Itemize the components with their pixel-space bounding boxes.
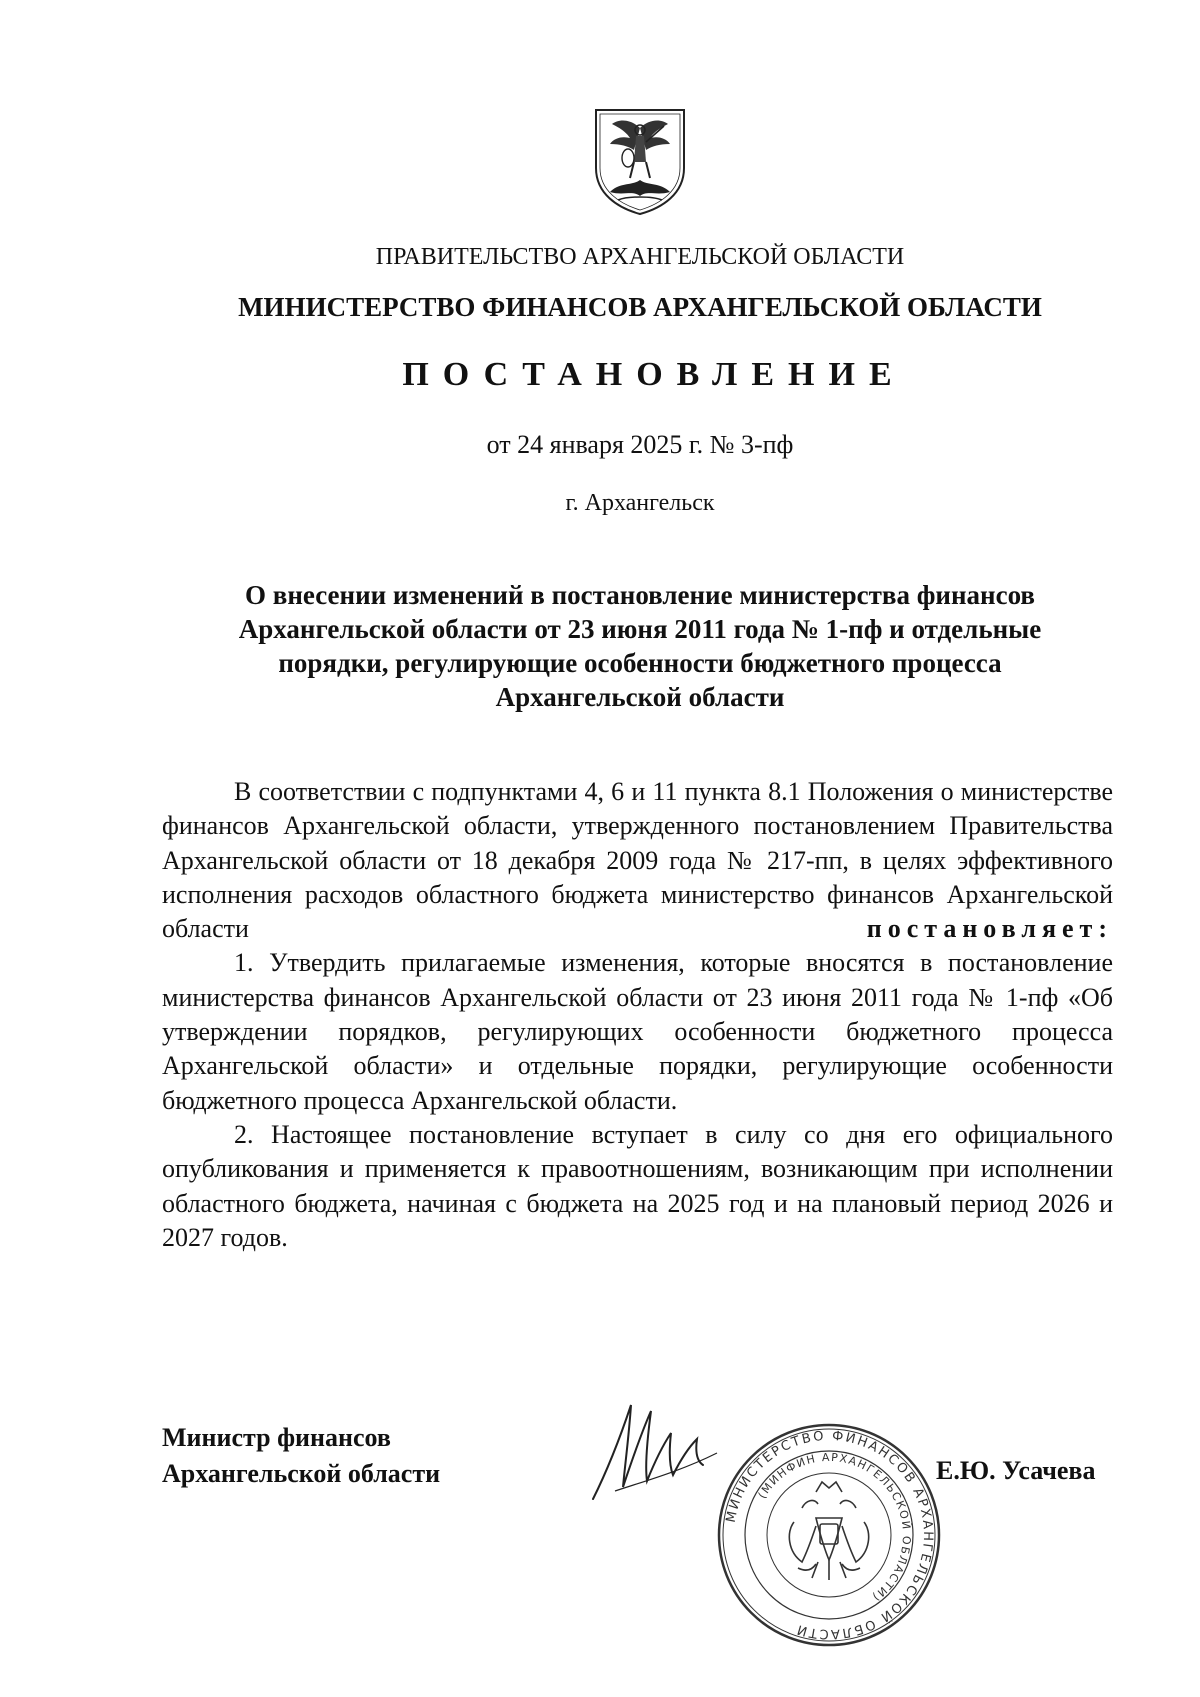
document-body: [162, 775, 1113, 1255]
document-date-number: от 24 января 2025 г. № 3-пф: [486, 430, 794, 459]
document-title: [160, 578, 1120, 714]
seal-inner-text: (МИНФИН АРХАНГЕЛЬСКОЙ ОБЛАСТИ): [755, 1450, 914, 1605]
item-2-paragraph: 2. Настоящее постановление вступает в силу со дня его официального опубликования и применяется к правоотношениям, возникающим при исполнении областного бюджета, начиная с бюджета на 2025 год и на плановый период 2026 и 2027 годов.: [162, 1119, 1113, 1252]
title-line-4: Архангельской области: [495, 682, 785, 712]
item-1-paragraph: 1. Утвердить прилагаемые изменения, которые вносятся в постановление министерства финансов Архангельской области от 23 июня 2011 года № 1-пф «Об утверждении порядков, регулирующих особенности бюджетного процесса Архангельской области» и отдельные порядки, регулирующие особенности бюджетного процесса Архангельской области.: [162, 948, 1113, 1115]
official-seal-icon: [716, 1422, 942, 1648]
preamble-text: В соответствии с подпунктами 4, 6 и 11 пункта 8.1 Положения о министерстве финансов Архангельской области, утвержденного постановлением Правительства Архангельской области от 18 декабря 2009 года № 217-пп, в целях эффективного исполнения расходов областного бюджета министерство финансов Архангельской области: [162, 777, 1113, 944]
double-headed-eagle-icon: [789, 1482, 868, 1580]
seal-outer-text: МИНИСТЕРСТВО ФИНАНСОВ АРХАНГЕЛЬСКОЙ ОБЛАСТИ: [723, 1428, 936, 1642]
signer-position-line-2: Архангельской области: [162, 1459, 441, 1488]
document-city: г. Архангельск: [565, 490, 715, 516]
coat-of-arms-icon: [590, 106, 690, 216]
signer-name: Е.Ю. Усачева: [936, 1456, 1096, 1485]
resolves-colon: :: [1098, 914, 1113, 944]
ministry-name: МИНИСТЕРСТВО ФИНАНСОВ АРХАНГЕЛЬСКОЙ ОБЛАСТИ: [238, 292, 1042, 322]
signer-position: [162, 1420, 440, 1492]
svg-text:(МИНФИН АРХАНГЕЛЬСКОЙ ОБЛАСТИ): [756, 1451, 914, 1604]
resolves-word: постановляет: [866, 914, 1099, 944]
title-line-1: О внесении изменений в постановление министерства финансов: [245, 580, 1035, 610]
title-line-2: Архангельской области от 23 июня 2011 года № 1-пф и отдельные: [238, 614, 1042, 644]
preamble-paragraph: [162, 775, 1113, 946]
title-line-3: порядки, регулирующие особенности бюджетного процесса: [278, 648, 1002, 678]
signer-position-line-1: Министр финансов: [162, 1423, 391, 1452]
document-type: ПОСТАНОВЛЕНИЕ: [402, 356, 906, 393]
handwritten-signature-icon: [585, 1395, 725, 1505]
government-name: ПРАВИТЕЛЬСТВО АРХАНГЕЛЬСКОЙ ОБЛАСТИ: [375, 244, 905, 270]
